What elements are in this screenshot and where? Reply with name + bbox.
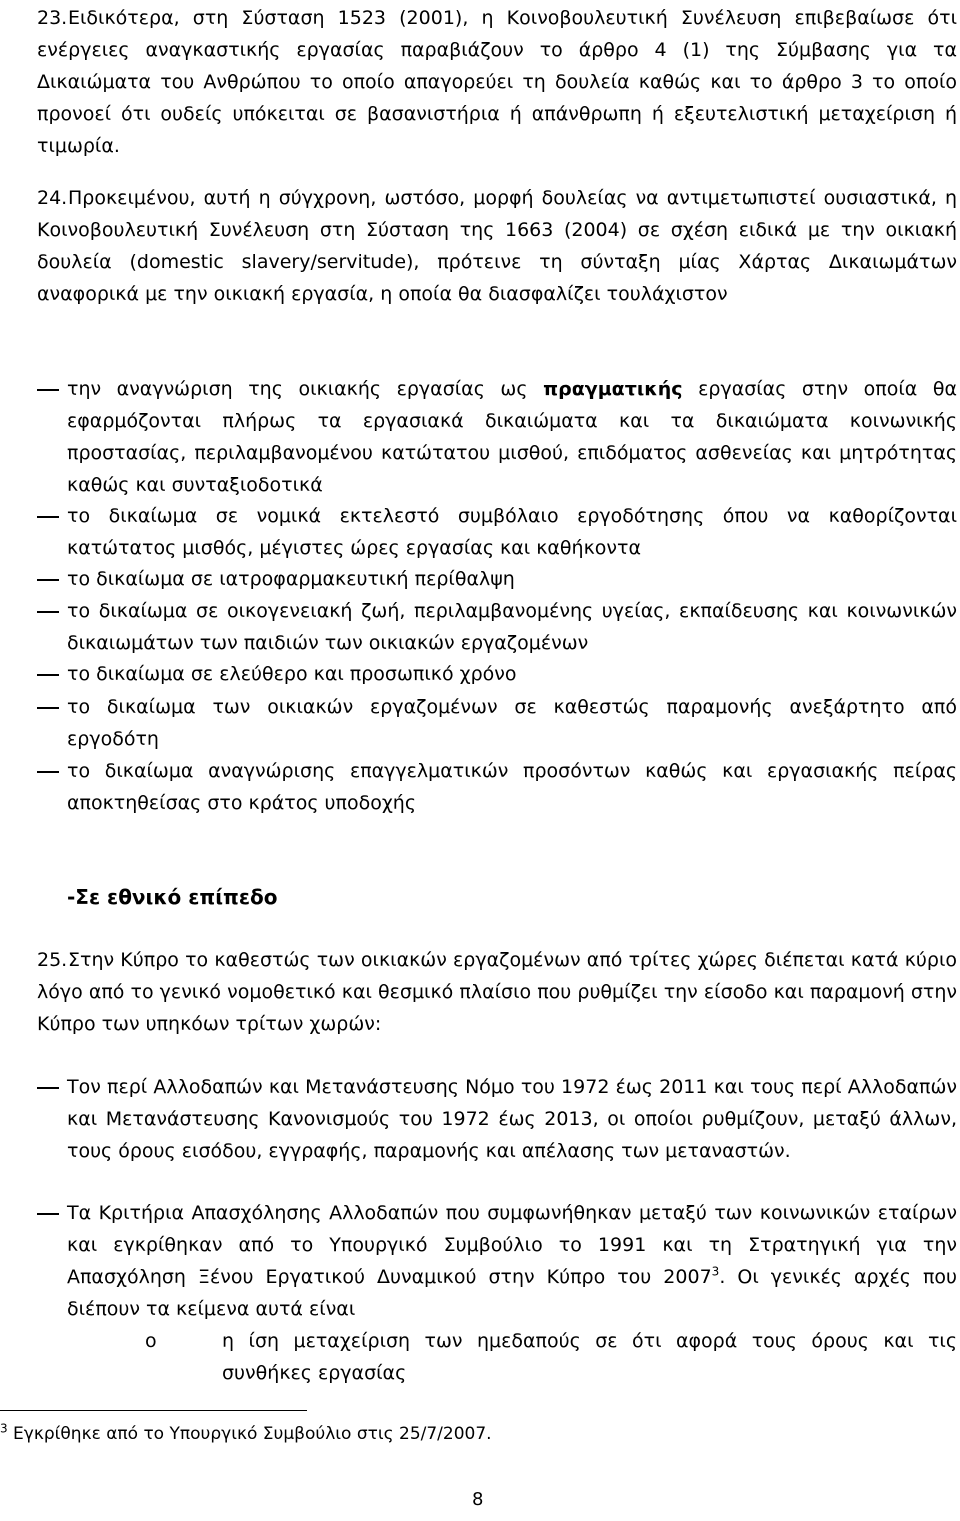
list-item-text [67, 1197, 957, 1325]
list-item [37, 691, 957, 755]
paragraph-text: Προκειμένου, αυτή η σύγχρονη, ωστόσο, μορφή δουλείας να αντιμετωπιστεί ουσιαστικά, η Κοινοβουλευτική Συνέλευση στη Σύσταση της 1663 (2004) σε σχέση ειδικά με την οικιακή δουλεία (domestic slavery/servitude), πρότεινε τη σύνταξη μίας Χάρτας Δικαιωμάτων αναφορικά με την οικιακή εργασία, η οποία θα διασφαλίζει τουλάχιστον [37, 187, 957, 305]
circle-bullet: o [145, 1330, 157, 1352]
emphasis-text: πραγματικής [543, 378, 683, 400]
sub-list-item-text: η ίση μεταχείριση των ημεδαπούς σε ότι αφορά τους όρους και τις συνθήκες εργασίας [222, 1330, 957, 1384]
footnote-reference[interactable]: 3 [711, 1264, 720, 1279]
list-item-text: το δικαίωμα σε νομικά εκτελεστό συμβόλαιο εργοδότησης όπου να καθορίζονται κατώτατος μισθός, μέγιστες ώρες εργασίας και καθήκοντα [67, 505, 957, 559]
list-item-text: Τον περί Αλλοδαπών και Μετανάστευσης Νόμο του 1972 έως 2011 και τους περί Αλλοδαπών και Μετανάστευσης Κανονισμούς του 1972 έως 2013, οι οποίοι ρυθμίζουν, μεταξύ άλλων, τους όρους εισόδου, εγγραφής, παραμονής και απέλασης των μεταναστών. [67, 1076, 957, 1162]
paragraph-24 [37, 182, 957, 310]
page-number: 8 [472, 1489, 484, 1510]
paragraph-23 [37, 2, 957, 162]
paragraph-25 [37, 944, 957, 1040]
list-item-text-part: Τα Κριτήρια Απασχόλησης Αλλοδαπών που συμφωνήθηκαν μεταξύ των κοινωνικών εταίρων και εγκρίθηκαν από το Υπουργικό Συμβούλιο το 1991 και τη Στρατηγική για την Απασχόληση Ξένου Εργατικού Δυναμικού στην Κύπρο του 2007 [67, 1202, 957, 1288]
list-item [37, 1071, 957, 1167]
list-item-text: το δικαίωμα σε ιατροφαρμακευτική περίθαλψη [67, 568, 515, 590]
footnote-separator [0, 1410, 307, 1411]
list-item-text-part: . Οι γενικές αρχές που διέπουν τα κείμενα αυτά είναι [67, 1266, 957, 1320]
list-item [37, 500, 957, 564]
list-item-text: το δικαίωμα αναγνώρισης επαγγελματικών προσόντων καθώς και εργασιακής πείρας αποκτηθείσας στο κράτος υποδοχής [67, 760, 957, 814]
list-item-text: το δικαίωμα των οικιακών εργαζομένων σε καθεστώς παραμονής ανεξάρτητο από εργοδότη [67, 696, 957, 750]
list-item-text [67, 373, 957, 501]
list-item-text-part: την αναγνώριση της οικιακής εργασίας ως [67, 378, 544, 400]
paragraph-number: 24. [37, 187, 68, 209]
footnote [0, 1420, 492, 1448]
sub-list-item [145, 1325, 957, 1389]
paragraph-number: 23. [37, 7, 68, 29]
paragraph-text: Στην Κύπρο το καθεστώς των οικιακών εργαζομένων από τρίτες χώρες διέπεται κατά κύριο λόγο από το γενικό νομοθετικό και θεσμικό πλαίσιο που ρυθμίζει την είσοδο και παραμονή στην Κύπρο των υπηκόων τρίτων χωρών: [37, 949, 957, 1035]
list-item [37, 755, 957, 819]
list-item-text-part: εργασίας στην οποία θα εφαρμόζονται πλήρως τα εργασιακά δικαιώματα και τα δικαιώματα κοινωνικής προστασίας, περιλαμβανομένου κατώτατου μισθού, επιδόματος ασθενείας και μητρότητας καθώς και συνταξιοδοτικά [67, 378, 957, 496]
list-item [37, 1197, 957, 1325]
section-heading: -Σε εθνικό επίπεδο [67, 885, 278, 909]
paragraph-number: 25. [37, 949, 68, 971]
list-item-text: το δικαίωμα σε οικογενειακή ζωή, περιλαμβανομένης υγείας, εκπαίδευσης και κοινωνικών δικαιωμάτων των παιδιών των οικιακών εργαζομένων [67, 600, 957, 654]
list-item [37, 595, 957, 659]
list-item [37, 373, 957, 501]
footnote-mark: 3 [0, 1421, 8, 1436]
list-item [37, 658, 957, 690]
paragraph-text: Ειδικότερα, στη Σύσταση 1523 (2001), η Κοινοβουλευτική Συνέλευση επιβεβαίωσε ότι ενέργειες αναγκαστικής εργασίας παραβιάζουν το άρθρο 4 (1) της Σύμβασης για τα Δικαιώματα του Ανθρώπου το οποίο απαγορεύει τη δουλεία καθώς και το άρθρο 3 το οποίο προνοεί ότι ουδείς υπόκειται σε βασανιστήρια ή απάνθρωπη ή εξευτελιστική μεταχείριση ή τιμωρία. [37, 7, 957, 157]
footnote-text: Εγκρίθηκε από το Υπουργικό Συμβούλιο στις 25/7/2007. [7, 1424, 492, 1444]
list-item-text: το δικαίωμα σε ελεύθερο και προσωπικό χρόνο [67, 663, 517, 685]
list-item [37, 563, 957, 595]
